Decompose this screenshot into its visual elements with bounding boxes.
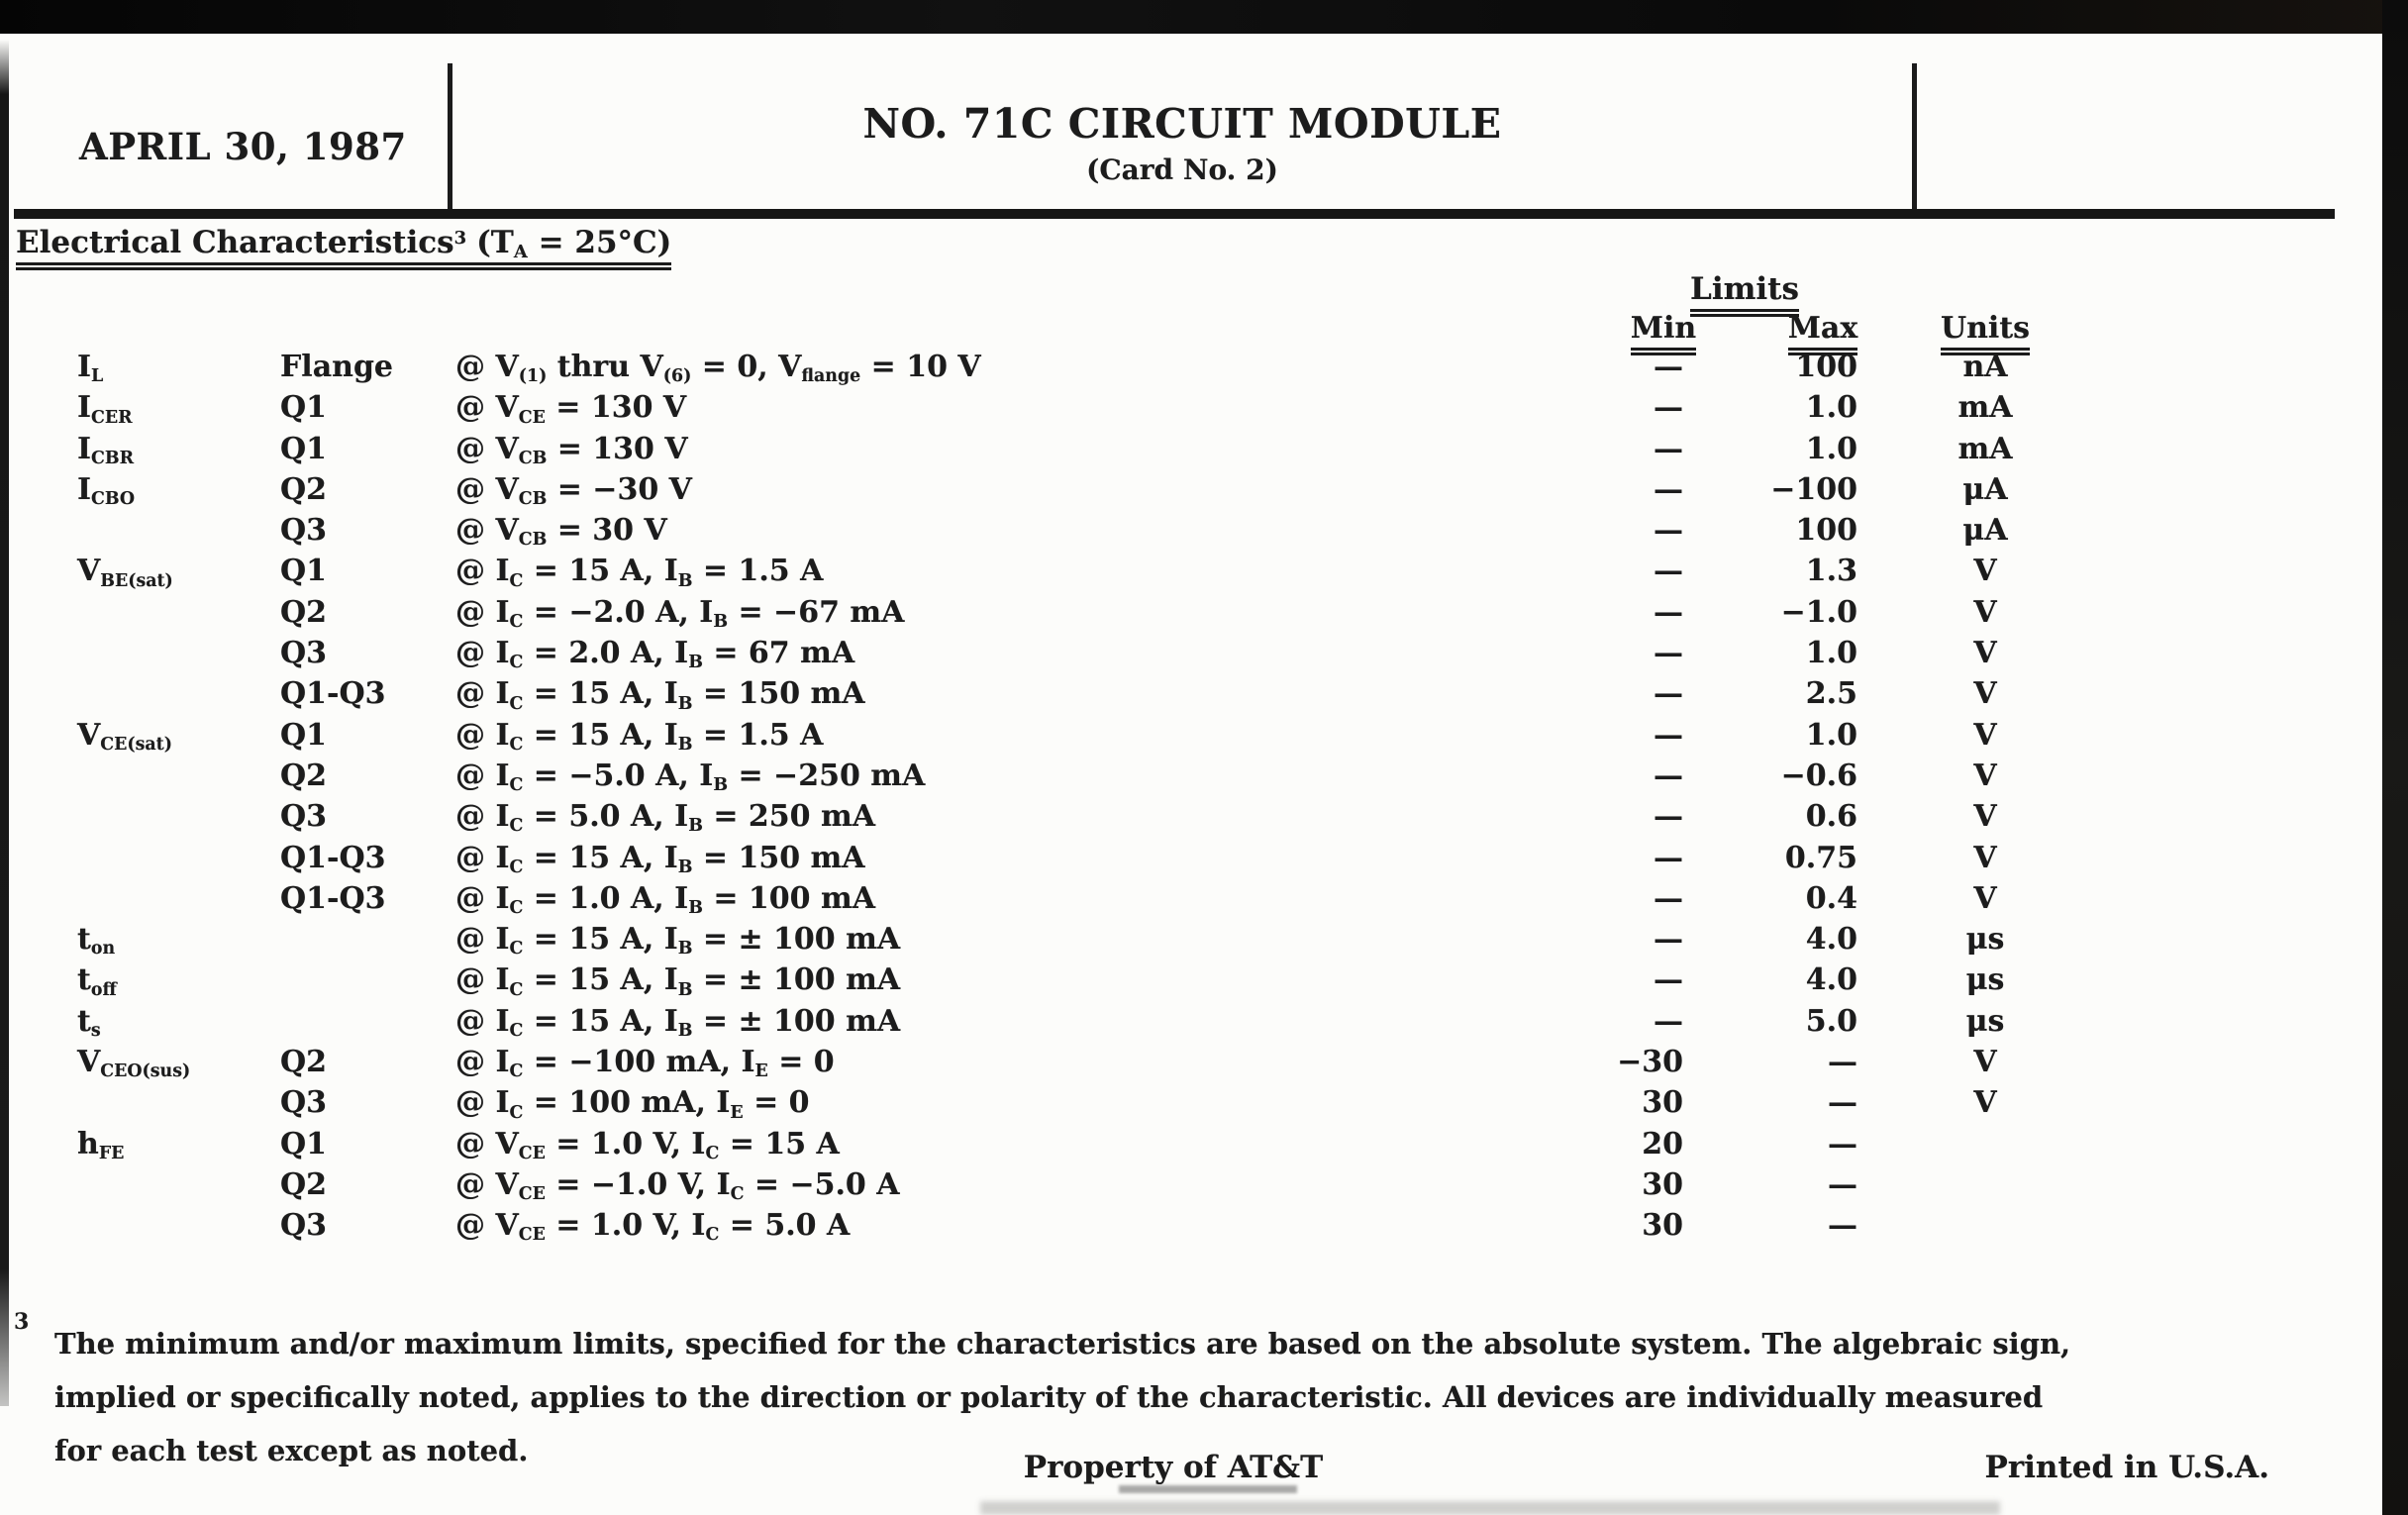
condition-cell: @ $I_C = 15$ A, $I_B = 1.5$ A [455,717,824,755]
max-cell: — [1828,1126,1857,1162]
table-row [0,878,2408,919]
min-cell: — [1654,840,1683,875]
units-cell [1857,1124,2113,1164]
device-cell: Q1 [280,554,328,589]
units-cell: V [1973,799,1997,835]
device-cell: Q1 [280,431,328,466]
min-cell: 30 [1642,1166,1683,1202]
condition-cell: @ $V_{CE} = 1.0$ V, $I_C = 15$ A [455,1126,840,1163]
min-cell: — [1654,799,1683,835]
footer-printed-notice: Printed in U.S.A. [1984,1450,2269,1485]
symbol-cell [77,633,280,673]
symbol-cell: $t_{off}$ [77,962,117,1000]
min-cell: — [1654,471,1683,507]
symbol-cell: $I_{CBO}$ [77,471,136,510]
units-cell: V [1973,554,1997,589]
min-cell: — [1654,350,1683,384]
condition-cell: @ $V_{CB} = 130$ V [455,431,688,468]
min-cell: — [1654,717,1683,753]
units-cell: V [1973,676,1997,712]
symbol-cell [77,756,280,796]
device-cell: Q2 [280,1166,328,1202]
units-cell: V [1973,594,1997,630]
min-cell: — [1654,513,1683,549]
symbol-cell [77,878,280,919]
condition-cell: @ $I_C = 15$ A, $I_B$ = ± 100 mA [455,962,901,1000]
units-cell: μs [1965,922,2005,958]
device-cell [280,919,455,960]
condition-cell: @ $I_C = 15$ A, $I_B$ = ± 100 mA [455,1003,901,1041]
condition-cell: @ $V_{(1)}$ thru $V_{(6)} = 0$, $V_{flange} = 10$ V [455,350,981,387]
min-column-header: Min [1628,311,1699,346]
max-cell: 1.0 [1805,431,1857,466]
units-column-header: Units [1937,311,2034,346]
max-cell: 100 [1795,350,1857,384]
device-cell: Q2 [280,758,328,793]
condition-cell: @ $I_C = -5.0$ A, $I_B = -250$ mA [455,758,926,796]
section-title [16,225,672,263]
symbol-cell: $V_{CE(sat)}$ [77,717,172,755]
condition-cell: @ $I_C = 1.0$ A, $I_B = 100$ mA [455,880,876,919]
symbol-cell [77,1164,280,1205]
section-condition: $(T_A = 25^\circ C)$ [476,225,672,263]
min-cell: −30 [1617,1045,1683,1080]
symbol-cell: $V_{BE(sat)}$ [77,554,173,591]
max-cell: — [1828,1045,1857,1080]
units-cell: μs [1965,1003,2005,1039]
device-cell: Q2 [280,471,328,507]
condition-cell: @ $V_{CB} = 30$ V [455,513,667,551]
units-cell: nA [1962,350,2008,384]
header-title-block [448,100,1917,186]
max-cell: — [1828,1085,1857,1121]
footer-property-notice: Property of AT&T [1023,1450,1324,1485]
units-cell: V [1973,1045,1997,1080]
table-row [0,551,2408,591]
max-cell: 1.0 [1805,390,1857,426]
device-cell: Q3 [280,1085,328,1121]
scan-bottom-smudge [980,1501,2000,1515]
condition-cell: @ $I_C = 15$ A, $I_B = 150$ mA [455,676,865,714]
max-cell: — [1828,1166,1857,1202]
units-cell: V [1973,880,1997,916]
table-row [0,715,2408,756]
units-cell: μs [1965,962,2005,998]
scan-top-black-bar [0,0,2408,34]
max-cell: −100 [1770,471,1857,507]
units-cell: mA [1957,390,2013,426]
min-cell: — [1654,962,1683,998]
symbol-cell: $h_{FE}$ [77,1126,125,1163]
condition-cell: @ $I_C = 2.0$ A, $I_B = 67$ mA [455,636,855,673]
max-cell: −0.6 [1780,758,1857,793]
table-row [0,838,2408,878]
limits-group-header: Limits [1666,271,1823,307]
condition-cell: @ $I_C = -100$ mA, $I_E = 0$ [455,1045,835,1082]
symbol-cell [77,592,280,633]
device-cell: Q3 [280,1208,328,1244]
footnote-ref: 3 [14,1309,30,1335]
max-cell: 4.0 [1805,962,1857,998]
min-cell: — [1654,554,1683,589]
condition-cell: @ $I_C = 15$ A, $I_B$ = ± 100 mA [455,922,901,960]
table-row [0,673,2408,714]
table-row [0,633,2408,673]
section-title-label: Electrical Characteristics [16,225,454,260]
document-subtitle: (Card No. 2) [1086,153,1278,186]
condition-cell: @ $I_C = 15$ A, $I_B = 1.5$ A [455,554,824,591]
min-cell: — [1654,431,1683,466]
table-row [0,387,2408,428]
symbol-cell [77,838,280,878]
characteristics-table [0,347,2408,1247]
table-row [0,1124,2408,1164]
header-rule [14,209,2335,219]
symbol-cell [77,1082,280,1123]
min-cell: 20 [1642,1126,1683,1162]
symbol-cell: $V_{CEO(sus)}$ [77,1045,191,1082]
section-footnote-ref: 3 [453,228,467,250]
device-cell: Q1 [280,390,328,426]
symbol-cell: $t_s$ [77,1003,101,1041]
table-row [0,347,2408,387]
device-cell: Q3 [280,636,328,671]
units-cell: V [1973,1085,1997,1121]
device-cell: Q2 [280,1045,328,1080]
units-cell: V [1973,636,1997,671]
device-cell: Q1 [280,717,328,753]
max-cell: 100 [1795,513,1857,549]
symbol-cell: $I_{CER}$ [77,390,133,428]
scan-bottom-artifact [1119,1485,1297,1493]
table-row [0,592,2408,633]
min-cell: — [1654,676,1683,712]
condition-cell: @ $I_C = 100$ mA, $I_E = 0$ [455,1085,810,1123]
table-row [0,919,2408,960]
table-row [0,1205,2408,1246]
max-cell: 0.75 [1784,840,1857,875]
min-cell: 30 [1642,1085,1683,1121]
device-cell: Q2 [280,594,328,630]
table-row [0,510,2408,551]
device-cell: Q1-Q3 [280,880,386,916]
units-cell: V [1973,717,1997,753]
max-cell: 1.3 [1805,554,1857,589]
max-cell: 2.5 [1805,676,1857,712]
min-cell: — [1654,880,1683,916]
min-cell: 30 [1642,1208,1683,1244]
table-row [0,429,2408,469]
footnote-text: The minimum and/or maximum limits, specified for the characteristics are based on the absolute system. The algebraic sign, implied or specifically noted, applies to the direction or polarity of the characteristic. All devices are individually measured for each test except as noted. [54,1327,2071,1467]
symbol-cell [77,796,280,837]
symbol-cell: $I_{CBR}$ [77,431,135,468]
symbol-cell: $t_{on}$ [77,922,116,960]
max-cell: −1.0 [1780,594,1857,630]
device-cell: Q1 [280,1126,328,1162]
table-row [0,960,2408,1000]
max-cell: 0.6 [1805,799,1857,835]
max-column-header: Max [1781,311,1864,346]
max-cell: 5.0 [1805,1003,1857,1039]
max-cell: 1.0 [1805,717,1857,753]
units-cell: mA [1957,431,2013,466]
condition-cell: @ $V_{CE} = 1.0$ V, $I_C = 5.0$ A [455,1208,851,1246]
units-cell: V [1973,758,1997,793]
device-cell: Q1-Q3 [280,840,386,875]
device-cell [280,960,455,1000]
table-row [0,796,2408,837]
device-cell: Q3 [280,513,328,549]
condition-cell: @ $I_C = 15$ A, $I_B = 150$ mA [455,840,865,877]
min-cell: — [1654,758,1683,793]
units-cell [1857,1205,2113,1246]
symbol-cell: $I_L$ [77,350,104,387]
device-cell: Flange [280,350,394,384]
table-row [0,756,2408,796]
table-row [0,469,2408,510]
min-cell: — [1654,922,1683,958]
units-cell: V [1973,840,1997,875]
min-cell: — [1654,636,1683,671]
symbol-cell [77,673,280,714]
condition-cell: @ $V_{CE} = 130$ V [455,390,687,428]
condition-cell: @ $V_{CE} = -1.0$ V, $I_C = -5.0$ A [455,1166,900,1205]
min-cell: — [1654,1003,1683,1039]
issue-date: APRIL 30, 1987 [79,125,407,168]
units-cell [1857,1164,2113,1205]
symbol-cell [77,1205,280,1246]
device-cell [280,1001,455,1042]
condition-cell: @ $I_C = 5.0$ A, $I_B = 250$ mA [455,799,876,837]
condition-cell: @ $I_C = -2.0$ A, $I_B = -67$ mA [455,594,905,632]
document-title: NO. 71C CIRCUIT MODULE [862,100,1502,148]
table-row [0,1042,2408,1082]
units-cell: μA [1962,471,2008,507]
symbol-cell [77,510,280,551]
min-cell: — [1654,390,1683,426]
table-row [0,1164,2408,1205]
table-row [0,1001,2408,1042]
device-cell: Q3 [280,799,328,835]
max-cell: — [1828,1208,1857,1244]
max-cell: 4.0 [1805,922,1857,958]
min-cell: — [1654,594,1683,630]
units-cell: μA [1962,513,2008,549]
max-cell: 1.0 [1805,636,1857,671]
max-cell: 0.4 [1805,880,1857,916]
device-cell: Q1-Q3 [280,676,386,712]
condition-cell: @ $V_{CB} = -30$ V [455,471,692,510]
table-row [0,1082,2408,1123]
